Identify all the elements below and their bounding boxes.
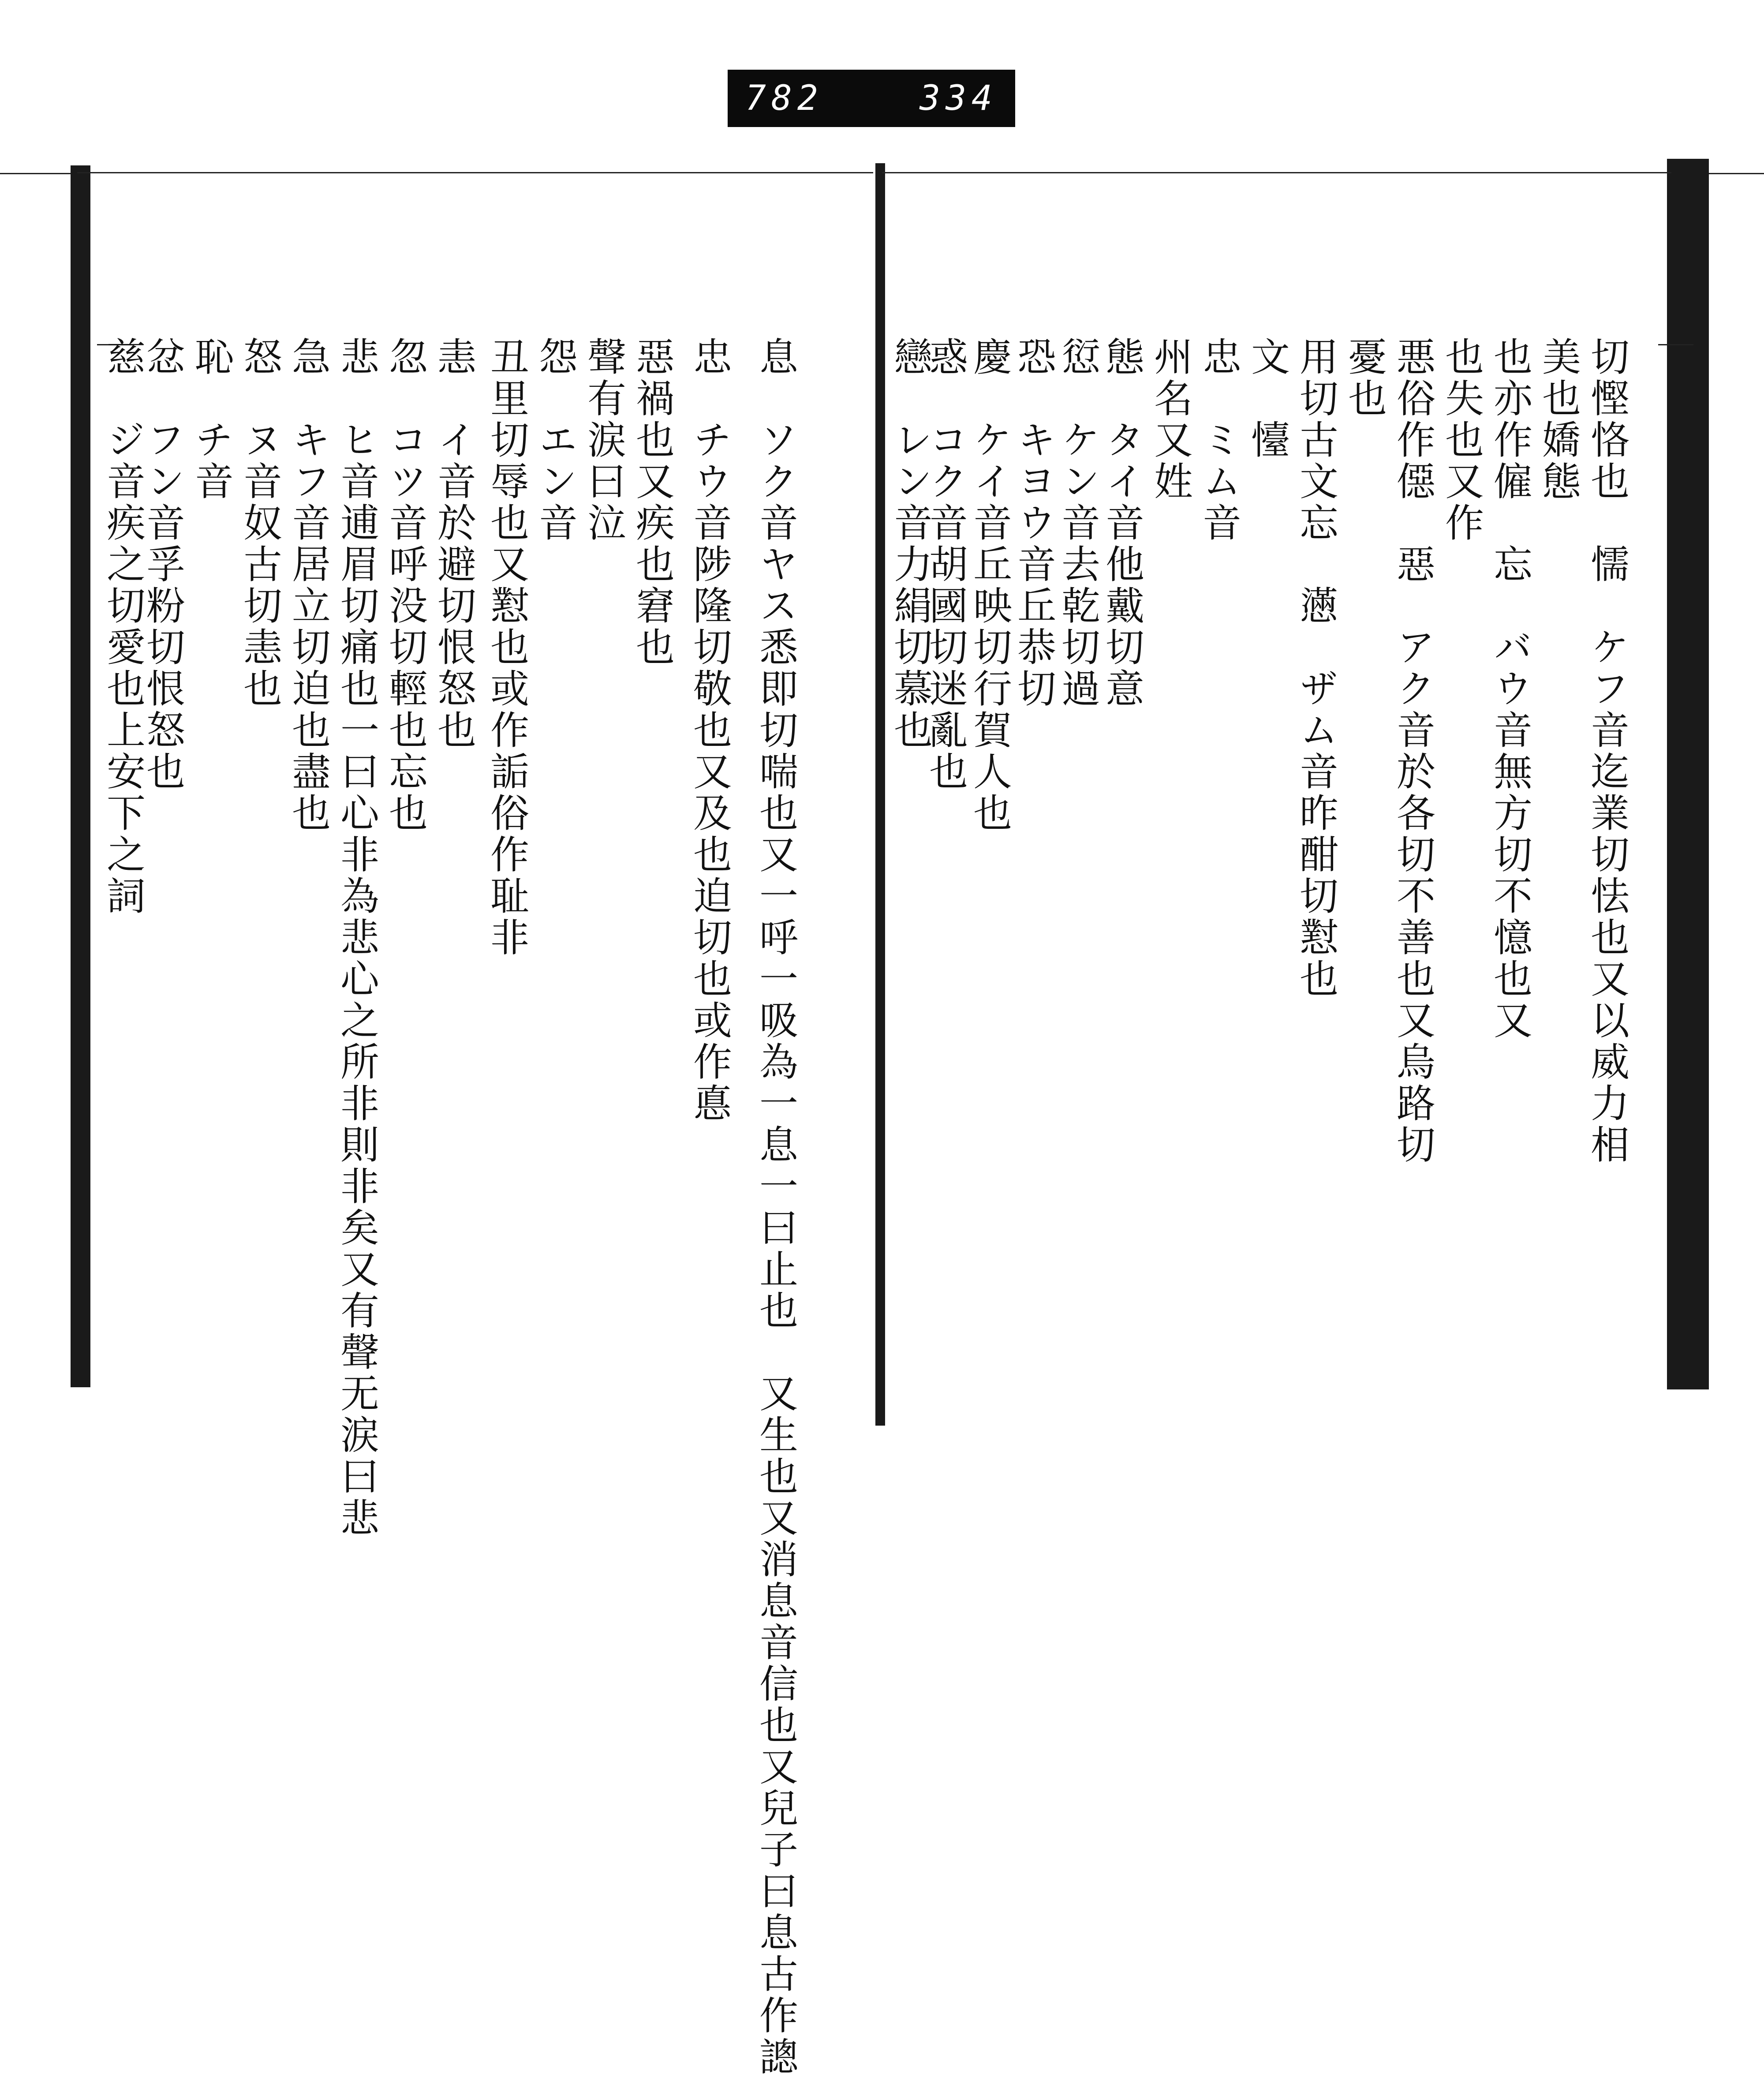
left-column-2: 忠 チウ音陟隆切敬也又及也迫切也或作悳 <box>687 337 733 1124</box>
right-column-16: 戀 レン音力絹切慕也 <box>888 337 933 751</box>
right-column-2: 美也嬌態 <box>1536 337 1581 502</box>
archive-label <box>728 70 1015 127</box>
archive-number-right: 334 <box>919 79 998 118</box>
left-column-4: 聲有涙曰泣 <box>581 337 627 544</box>
right-column-11: 態 タイ音他戴切意 <box>1099 337 1145 710</box>
right-column-8: 文 懛 <box>1245 337 1290 461</box>
left-column-11: 怒 ヌ音奴古切恚也 <box>237 337 283 710</box>
left-column-8: 忽 コツ音呼没切輕也忘也 <box>383 337 428 834</box>
right-column-3: 也亦作僱 忘 バウ音無方切不憶也又 <box>1487 337 1533 1041</box>
right-column-6: 憂也 <box>1342 337 1387 419</box>
right-binding-edge <box>1667 159 1709 1389</box>
right-column-12: 愆 ケン音去乾切過 <box>1055 337 1101 710</box>
left-column-5: 怨 エン音 <box>533 337 578 544</box>
right-column-15: 惑 コク音胡國切迷亂也 <box>923 337 968 793</box>
left-column-10: 急 キフ音居立切迫也盡也 <box>286 337 331 834</box>
left-column-12: 恥 チ音 <box>189 337 234 502</box>
right-column-9: 忠 ミム音 <box>1196 337 1242 544</box>
right-column-14: 慶 ケイ音丘映切行賀人也 <box>967 337 1013 834</box>
left-column-9: 悲 ヒ音逋眉切痛也一曰心非為悲心之所非則非矣又有聲无涙曰悲 <box>334 337 380 1539</box>
left-column-7: 恚 イ音於避切恨怒也 <box>431 337 477 751</box>
right-column-10: 州名又姓 <box>1148 337 1193 502</box>
left-column-1: 息 ソク音ヤス悉即切喘也又一呼一吸為一息一曰止也 又生也又消息音信也又兒子曰息古作謥 <box>753 337 799 2078</box>
left-column-14: 慈 ジ音疾之切愛也上安下之詞 <box>101 337 146 917</box>
right-column-7: 用切古文忘 懣 ザム音昨酣切懟也 <box>1293 337 1339 1000</box>
left-page <box>77 172 873 2078</box>
right-column-13: 恐 キヨウ音丘恭切 <box>1011 337 1057 710</box>
archive-number-left: 782 <box>745 79 823 118</box>
left-column-13: 忿 フン音孚粉切恨怒也 <box>140 337 186 793</box>
right-column-5: 悪俗作僫 惡 アク音於各切不善也又烏路切 <box>1390 337 1436 1166</box>
right-page <box>882 172 1671 1386</box>
left-column-3: 惡禍也又疾也窘也 <box>630 337 675 668</box>
left-column-6: 丑里切辱也又懟也或作詬俗作耻非 <box>484 337 530 959</box>
right-column-1: 切慳恪也 懦 ケフ音迄業切怯也又以威力相 <box>1585 337 1630 1166</box>
right-column-4: 也失也又作 <box>1439 337 1484 544</box>
top-rule-left <box>0 173 79 174</box>
